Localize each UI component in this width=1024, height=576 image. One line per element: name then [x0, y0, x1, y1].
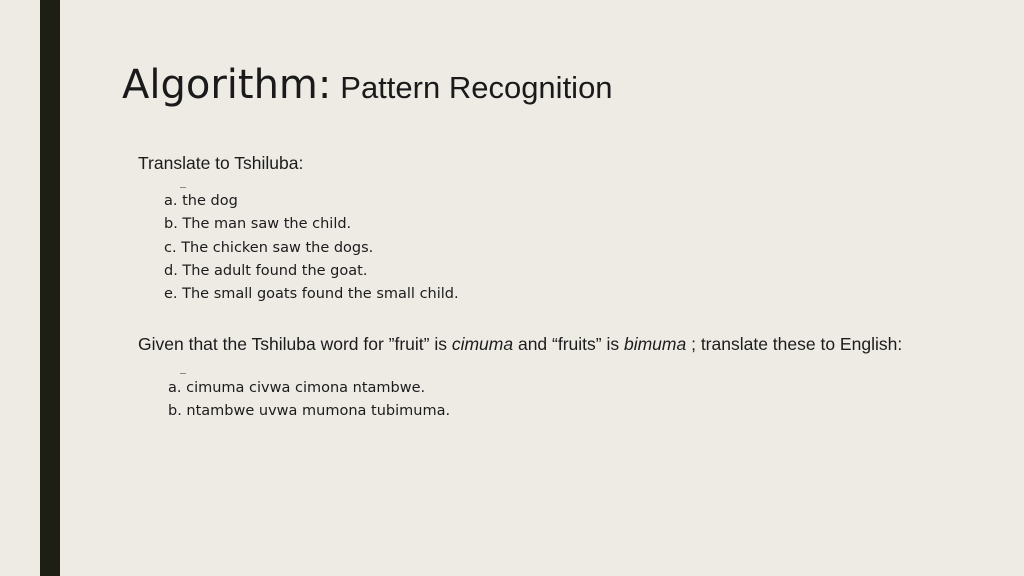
slide-title — [122, 62, 613, 108]
list-item: b. ntambwe uvwa mumona tubimuma. — [168, 403, 451, 420]
list-item: b. The man saw the child. — [164, 216, 352, 233]
given-text-part2: and “fruits” is — [513, 334, 624, 354]
word-cimuma: cimuma — [451, 334, 514, 354]
word-bimuma: bimuma — [623, 334, 687, 354]
list-item: a. cimuma civwa cimona ntambwe. — [168, 380, 426, 396]
list-item: d. The adult found the goat. — [164, 262, 368, 279]
bullet-dash — [180, 187, 186, 188]
given-text-part3: ; translate these to English: — [686, 334, 903, 354]
english-list — [168, 377, 450, 424]
title-main: Algorithm: — [122, 62, 332, 108]
given-text-part1: Given that the Tshiluba word for ”fruit” is — [138, 334, 452, 354]
accent-bar — [40, 0, 60, 576]
list-item: c. The chicken saw the dogs. — [164, 239, 374, 256]
bullet-dash — [180, 373, 186, 374]
given-paragraph — [138, 334, 902, 355]
title-sub: Pattern Recognition — [340, 70, 613, 105]
list-item: a. the dog — [164, 193, 238, 209]
translate-list — [164, 190, 459, 306]
list-item: e. The small goats found the small child. — [164, 286, 459, 303]
translate-heading: Translate to Tshiluba: — [138, 153, 304, 173]
